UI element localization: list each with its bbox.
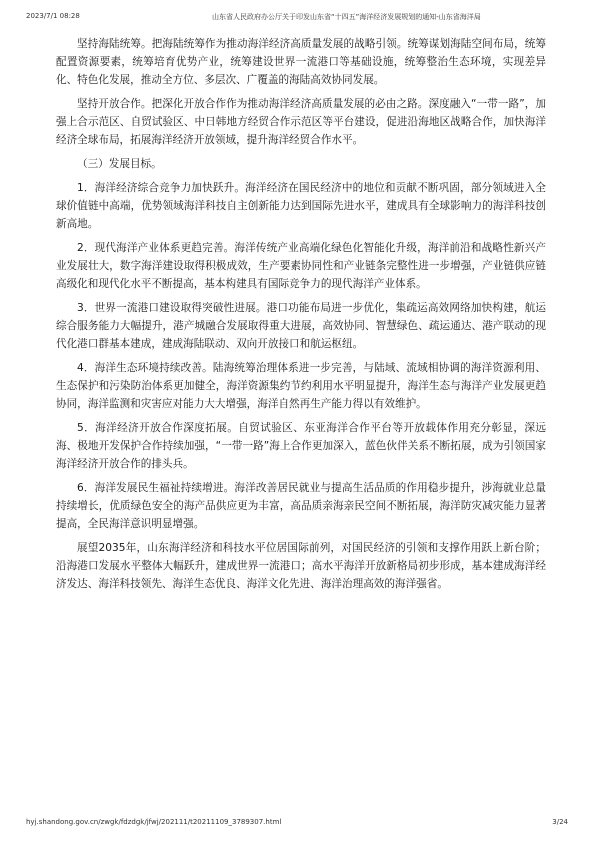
goal-item-6: 6．海洋发展民生福祉持续增进。海洋改善居民就业与提高生活品质的作用稳步提升，涉海就业总量持续增长，优质绿色安全的海产品供应更为丰富，高品质亲海亲民空间不断拓展，海洋防灾减灾能力显著提高，全民海洋意识明显增强。 — [56, 482, 546, 530]
goal-item-1: 1．海洋经济综合竞争力加快跃升。海洋经济在国民经济中的地位和贡献不断巩固，部分领域进入全球价值链中高端，优势领域海洋科技自主创新能力达到国际先进水平，建成具有全球影响力的海洋科技创新高地。 — [56, 182, 546, 230]
section-heading-goals: （三）发展目标。 — [77, 158, 162, 170]
goal-item-2: 2．现代海洋产业体系更趋完善。海洋传统产业高端化绿色化智能化升级，海洋前沿和战略性新兴产业发展壮大，数字海洋建设取得积极成效，生产要素协同性和产业链条完整性进一步增强，产业链供应链高级化和现代化水平不断提高，基本构建具有国际竞争力的现代海洋产业体系。 — [56, 242, 546, 290]
paragraph-land-sea-coordination: 坚持海陆统筹。把海陆统筹作为推动海洋经济高质量发展的战略引领。统筹谋划海陆空间布局，统筹配置资源要素，统筹培育优势产业，统筹建设世界一流港口等基础设施，统筹整治生态环境，实现差异化、特色化发展，推动全方位、多层次、广覆盖的海陆高效协同发展。 — [56, 38, 546, 86]
print-header — [26, 12, 568, 24]
print-page-title: 山东省人民政府办公厅关于印发山东省“十四五”海洋经济发展规划的通知-山东省海洋局 — [212, 13, 481, 21]
print-url: hyj.shandong.gov.cn/zwgk/fdzdgk/jfwj/202111/t20211109_3789307.html — [26, 818, 282, 826]
print-datetime: 2023/7/1 08:28 — [26, 12, 80, 20]
page-number: 3/24 — [552, 818, 568, 826]
document-body — [56, 35, 546, 599]
print-footer — [26, 818, 568, 830]
paragraph-open-cooperation: 坚持开放合作。把深化开放合作作为推动海洋经济高质量发展的必由之路。深度融入“一带一路”，加强上合示范区、自贸试验区、中日韩地方经贸合作示范区等平台建设，促进沿海地区战略合作，加快海洋经济全球布局，拓展海洋经济开放领域，提升海洋经贸合作水平。 — [56, 98, 546, 146]
paragraph-outlook-2035: 展望2035年，山东海洋经济和科技水平位居国际前列，对国民经济的引领和支撑作用跃上新台阶；沿海港口发展水平整体大幅跃升，建成世界一流港口；高水平海洋开放新格局初步形成，基本建成海洋经济发达、海洋科技领先、海洋生态优良、海洋文化先进、海洋治理高效的海洋强省。 — [56, 542, 546, 590]
goal-item-3: 3．世界一流港口建设取得突破性进展。港口功能布局进一步优化，集疏运高效网络加快构建，航运综合服务能力大幅提升，港产城融合发展取得重大进展，高效协同、智慧绿色、疏运通达、港产联动的现代化港口群基本建成，建成海陆联动、双向开放接口和航运枢纽。 — [56, 302, 546, 350]
goal-item-5: 5．海洋经济开放合作深度拓展。自贸试验区、东亚海洋合作平台等开放载体作用充分彰显，深远海、极地开发保护合作持续加强，“一带一路”海上合作更加深入，蓝色伙伴关系不断拓展，成为引领国家海洋经济开放合作的排头兵。 — [56, 422, 546, 470]
goal-item-4: 4．海洋生态环境持续改善。陆海统筹治理体系进一步完善，与陆域、流域相协调的海洋资源利用、生态保护和污染防治体系更加健全，海洋资源集约节约利用水平明显提升，海洋生态与海洋产业发展更趋协同，海洋监测和灾害应对能力大大增强，海洋自然再生产能力得以有效维护。 — [56, 362, 546, 410]
